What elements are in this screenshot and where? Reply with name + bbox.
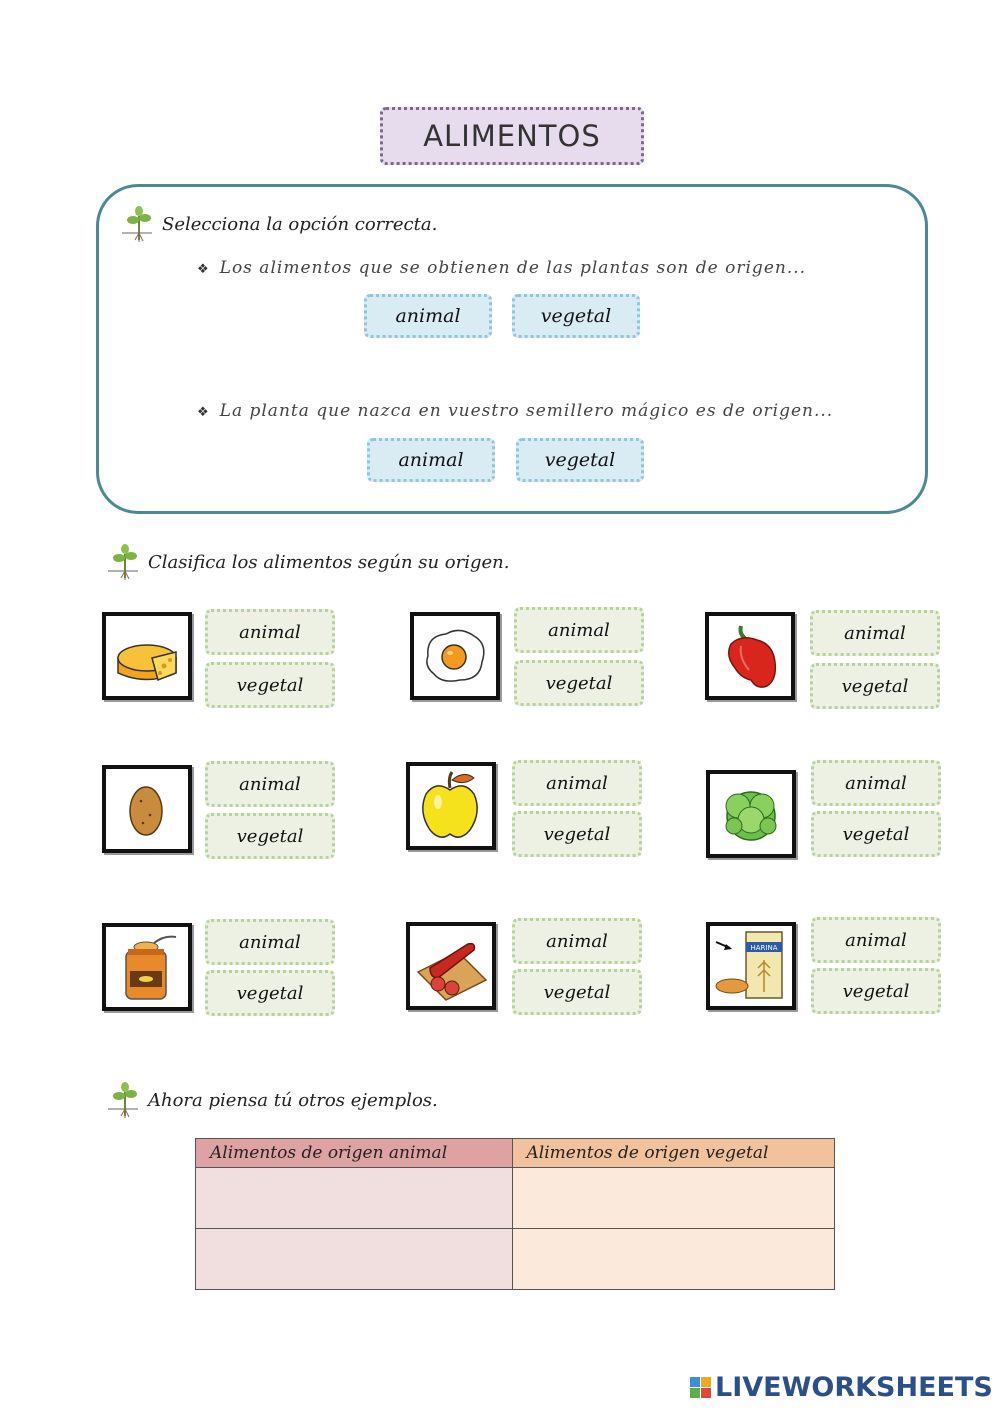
item-7-option-vegetal[interactable]: vegetal bbox=[205, 970, 335, 1016]
item-2-option-animal[interactable]: animal bbox=[514, 607, 644, 653]
fried-egg-icon bbox=[416, 618, 494, 694]
animal-example-cell[interactable] bbox=[196, 1168, 513, 1229]
item-7-option-animal[interactable]: animal bbox=[205, 919, 335, 965]
cheese-icon bbox=[108, 618, 186, 694]
item-5-option-vegetal[interactable]: vegetal bbox=[512, 811, 642, 857]
question-1-text: Los alimentos que se obtienen de las plantas son de origen... bbox=[219, 258, 807, 278]
brand-name: LIVEWORKSHEETS bbox=[715, 1372, 993, 1403]
red-pepper-image bbox=[705, 612, 795, 700]
cheese-image bbox=[102, 612, 192, 700]
question-1 bbox=[197, 258, 806, 278]
instruction-text: Selecciona la opción correcta. bbox=[162, 213, 438, 235]
q1-option-animal[interactable]: animal bbox=[364, 294, 492, 338]
sprout-icon bbox=[122, 204, 156, 244]
instruction-classify bbox=[108, 542, 510, 582]
q2-option-vegetal[interactable]: vegetal bbox=[516, 438, 644, 482]
red-pepper-icon bbox=[711, 618, 789, 694]
question-2 bbox=[197, 401, 833, 421]
item-1-option-animal[interactable]: animal bbox=[205, 609, 335, 655]
header-animal: Alimentos de origen animal bbox=[196, 1139, 513, 1168]
instruction-text: Ahora piensa tú otros ejemplos. bbox=[148, 1089, 438, 1111]
bullet-icon: ❖ bbox=[197, 405, 210, 420]
honey-jar-icon bbox=[108, 929, 186, 1005]
item-4-option-vegetal[interactable]: vegetal bbox=[205, 813, 335, 859]
brand-logo-icon bbox=[690, 1377, 711, 1398]
item-3-option-vegetal[interactable]: vegetal bbox=[810, 663, 940, 709]
vegetal-example-cell[interactable] bbox=[512, 1168, 835, 1229]
flour-bread-icon bbox=[712, 928, 790, 1004]
item-5-option-animal[interactable]: animal bbox=[512, 760, 642, 806]
item-8-option-vegetal[interactable]: vegetal bbox=[512, 969, 642, 1015]
item-2-option-vegetal[interactable]: vegetal bbox=[514, 660, 644, 706]
bullet-icon: ❖ bbox=[197, 262, 210, 277]
examples-table bbox=[195, 1138, 835, 1290]
page-title: ALIMENTOS bbox=[380, 107, 644, 165]
lettuce-icon bbox=[712, 776, 790, 852]
item-8-option-animal[interactable]: animal bbox=[512, 918, 642, 964]
q2-option-animal[interactable]: animal bbox=[367, 438, 495, 482]
item-6-option-vegetal[interactable]: vegetal bbox=[811, 811, 941, 857]
instruction-text: Clasifica los alimentos según su origen. bbox=[148, 551, 510, 573]
potato-image bbox=[102, 765, 192, 853]
flour-label: HARINA bbox=[750, 944, 778, 952]
item-6-option-animal[interactable]: animal bbox=[811, 760, 941, 806]
sprout-icon bbox=[108, 1080, 142, 1120]
item-1-option-vegetal[interactable]: vegetal bbox=[205, 662, 335, 708]
animal-example-cell[interactable] bbox=[196, 1229, 513, 1290]
fried-egg-image bbox=[410, 612, 500, 700]
instruction-select bbox=[122, 204, 437, 244]
item-9-option-animal[interactable]: animal bbox=[811, 917, 941, 963]
item-4-option-animal[interactable]: animal bbox=[205, 761, 335, 807]
sausage-image bbox=[406, 922, 496, 1010]
item-9-option-vegetal[interactable]: vegetal bbox=[811, 968, 941, 1014]
apple-image bbox=[406, 762, 496, 850]
vegetal-example-cell[interactable] bbox=[512, 1229, 835, 1290]
question-2-text: La planta que nazca en vuestro semillero mágico es de origen... bbox=[219, 401, 834, 421]
instruction-examples bbox=[108, 1080, 438, 1120]
lettuce-image bbox=[706, 770, 796, 858]
header-vegetal: Alimentos de origen vegetal bbox=[512, 1139, 835, 1168]
honey-jar-image bbox=[102, 923, 192, 1011]
sprout-icon bbox=[108, 542, 142, 582]
liveworksheets-logo bbox=[690, 1372, 993, 1403]
apple-icon bbox=[412, 768, 490, 844]
flour-bread-image bbox=[706, 922, 796, 1010]
item-3-option-animal[interactable]: animal bbox=[810, 610, 940, 656]
sausage-icon bbox=[412, 928, 490, 1004]
q1-option-vegetal[interactable]: vegetal bbox=[512, 294, 640, 338]
potato-icon bbox=[108, 771, 186, 847]
